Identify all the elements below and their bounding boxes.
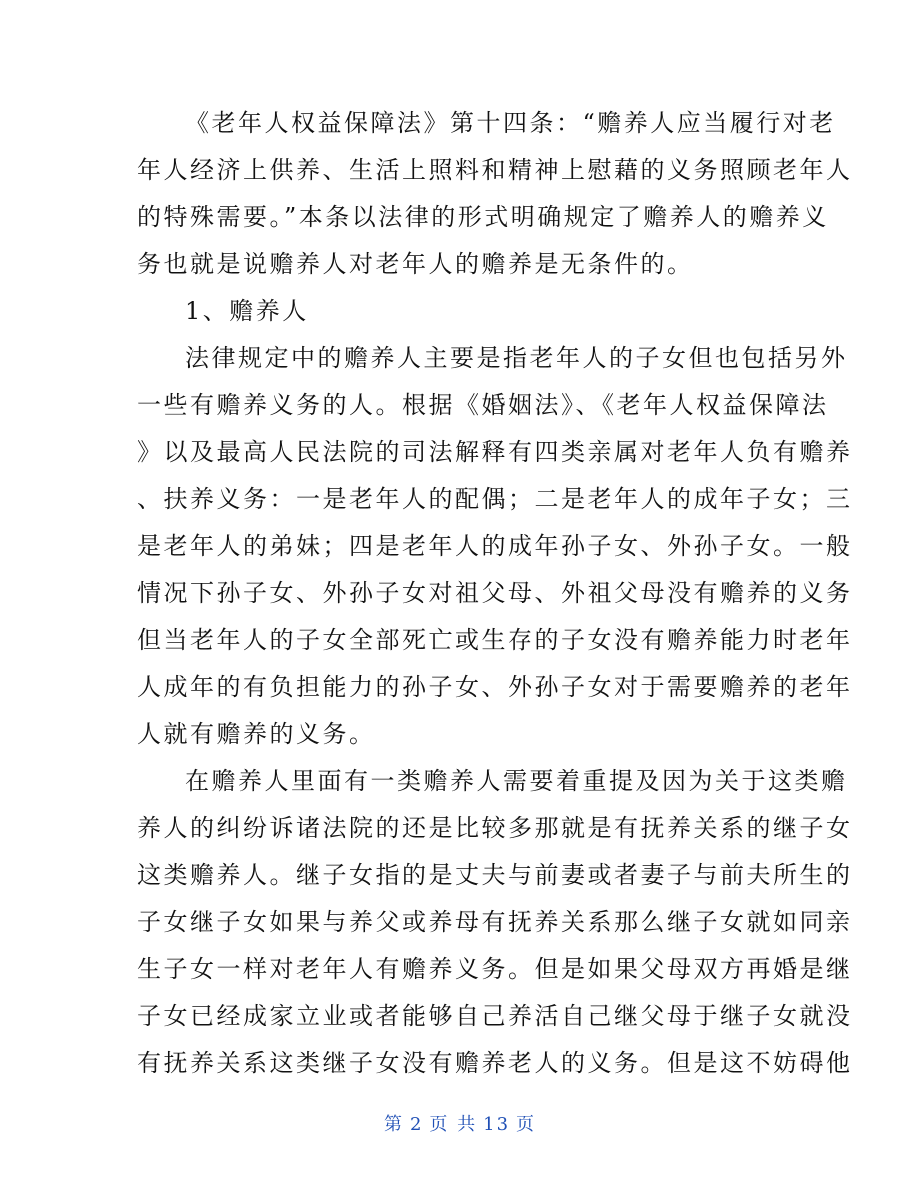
text-line: 》以及最高人民法院的司法解释有四类亲属对老年人负有赡养	[137, 438, 853, 466]
document-body	[137, 100, 853, 1087]
page-footer	[0, 1110, 920, 1136]
footer-prefix: 第	[383, 1114, 404, 1135]
paragraph-2	[137, 335, 853, 758]
text-line: 、扶养义务：一是老年人的配偶；二是老年人的成年子女；三	[137, 485, 853, 513]
text-line: 在赡养人里面有一类赡养人需要着重提及因为关于这类赡	[185, 767, 848, 795]
text-line: 法律规定中的赡养人主要是指老年人的子女但也包括另外	[185, 344, 848, 372]
text-line: 有抚养关系这类继子女没有赡养老人的义务。但是这不妨碍他	[137, 1049, 853, 1077]
text-line: 是老年人的弟妹；四是老年人的成年孙子女、外孙子女。一般	[137, 532, 853, 560]
text-line: 子女已经成家立业或者能够自己养活自己继父母于继子女就没	[137, 1002, 853, 1030]
text-line: 养人的纠纷诉诸法院的还是比较多那就是有抚养关系的继子女	[137, 814, 853, 842]
text-line: 的特殊需要。”本条以法律的形式明确规定了赡养人的赡养义	[137, 203, 829, 231]
text-line: 一些有赡养义务的人。根据《婚姻法》、《老年人权益保障法	[137, 391, 829, 419]
text-line: 生子女一样对老年人有赡养义务。但是如果父母双方再婚是继	[137, 955, 853, 983]
page-total: 13	[483, 1114, 511, 1135]
text-line: 人就有赡养的义务。	[137, 720, 376, 748]
paragraph-1	[137, 100, 853, 288]
page-number: 2	[409, 1114, 424, 1135]
footer-middle: 页 共	[429, 1114, 478, 1135]
text-line: 但当老年人的子女全部死亡或生存的子女没有赡养能力时老年	[137, 626, 853, 654]
text-line: 1、赡养人	[185, 297, 309, 325]
text-line: 务也就是说赡养人对老年人的赡养是无条件的。	[137, 250, 694, 278]
text-line: 人成年的有负担能力的孙子女、外孙子女对于需要赡养的老年	[137, 673, 853, 701]
text-line: 这类赡养人。继子女指的是丈夫与前妻或者妻子与前夫所生的	[137, 861, 853, 889]
section-heading	[137, 288, 787, 335]
text-line: 《老年人权益保障法》第十四条：“赡养人应当履行对老	[185, 109, 836, 137]
text-line: 年人经济上供养、生活上照料和精神上慰藉的义务照顾老年人	[137, 156, 853, 184]
paragraph-3	[137, 758, 853, 1087]
text-line: 情况下孙子女、外孙子女对祖父母、外祖父母没有赡养的义务	[137, 579, 853, 607]
footer-suffix: 页	[516, 1114, 537, 1135]
text-line: 子女继子女如果与养父或养母有抚养关系那么继子女就如同亲	[137, 908, 853, 936]
